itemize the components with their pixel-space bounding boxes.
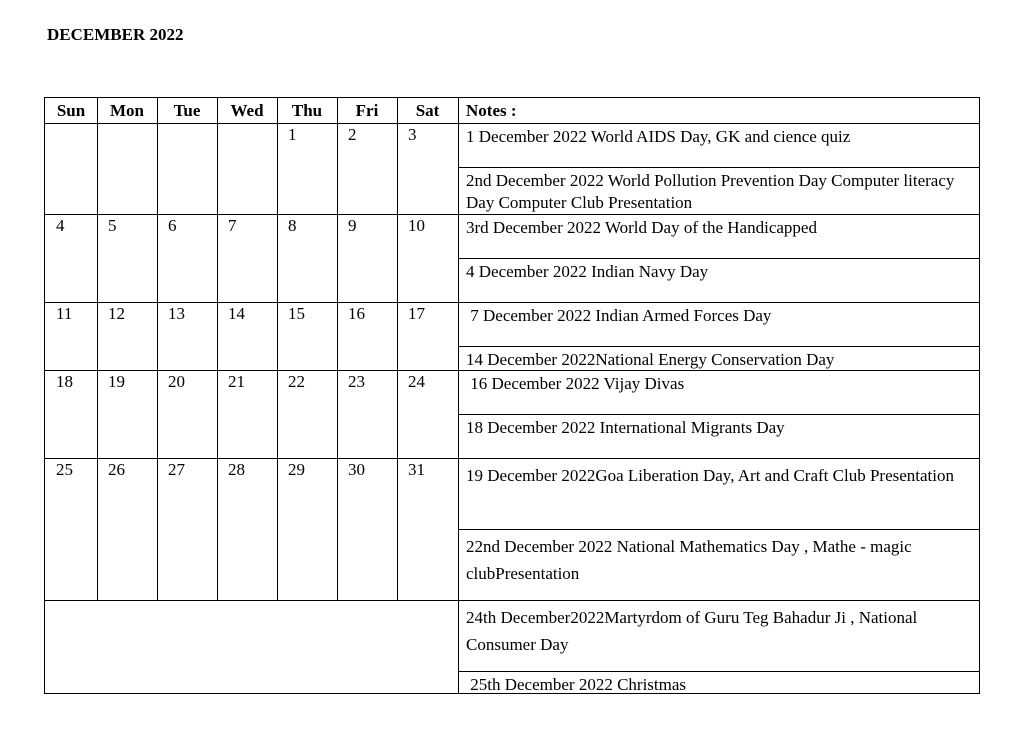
day-cell: 9 [348, 216, 357, 235]
calendar-table [44, 97, 980, 694]
grid-line [45, 302, 458, 303]
day-cell [157, 123, 217, 214]
header-tue: Tue [173, 101, 201, 120]
day-cell: 14 [228, 304, 245, 323]
day-cell: 24 [408, 372, 425, 391]
grid-line [45, 214, 458, 215]
header-sun: Sun [56, 101, 86, 120]
note-item: 16 December 2022 Vijay Divas [466, 374, 685, 393]
grid-line [337, 98, 338, 600]
grid-line [157, 98, 158, 600]
day-cell: 2 [348, 125, 357, 144]
day-cell: 18 [56, 372, 73, 391]
day-cell: 29 [288, 460, 305, 479]
note-item: 25th December 2022 Christmas [466, 675, 687, 694]
day-cell: 6 [168, 216, 177, 235]
day-cell: 20 [168, 372, 185, 391]
day-cell: 13 [168, 304, 185, 323]
grid-line [277, 98, 278, 600]
day-cell: 27 [168, 460, 185, 479]
day-cell: 19 [108, 372, 125, 391]
day-cell: 10 [408, 216, 425, 235]
note-item: 4 December 2022 Indian Navy Day [466, 262, 709, 281]
day-cell: 4 [56, 216, 65, 235]
grid-line [458, 98, 459, 693]
grid-line [45, 458, 458, 459]
day-cell: 28 [228, 460, 245, 479]
day-cell: 26 [108, 460, 125, 479]
day-cell: 7 [228, 216, 237, 235]
day-cell: 1 [288, 125, 297, 144]
day-cell: 12 [108, 304, 125, 323]
grid-line [397, 98, 398, 600]
day-cell [217, 123, 277, 214]
header-mon: Mon [110, 101, 144, 120]
grid-line [458, 414, 980, 415]
header-sat: Sat [415, 101, 440, 120]
note-item: 7 December 2022 Indian Armed Forces Day [466, 306, 772, 325]
day-cell: 15 [288, 304, 305, 323]
grid-line [45, 123, 980, 124]
grid-line [458, 458, 980, 459]
day-cell: 8 [288, 216, 297, 235]
note-item: 3rd December 2022 World Day of the Handicapped [466, 218, 817, 237]
day-cell: 23 [348, 372, 365, 391]
grid-line [458, 167, 980, 168]
header-notes: Notes : [466, 101, 517, 120]
grid-line [97, 98, 98, 600]
day-cell: 21 [228, 372, 245, 391]
header-thu: Thu [291, 101, 323, 120]
grid-line [458, 258, 980, 259]
note-item: 2nd December 2022 World Pollution Prevention Day Computer literacy Day Computer Club Presentation [466, 171, 959, 212]
grid-line [458, 600, 980, 601]
day-cell: 25 [56, 460, 73, 479]
grid-line [45, 600, 458, 601]
grid-line [45, 370, 458, 371]
day-cell: 22 [288, 372, 305, 391]
grid-line [458, 370, 980, 371]
grid-line [458, 302, 980, 303]
note-item: 18 December 2022 International Migrants Day [466, 418, 785, 437]
note-item: 24th December2022Martyrdom of Guru Teg Bahadur Ji , National Consumer Day [466, 608, 922, 654]
day-cell: 16 [348, 304, 365, 323]
note-item: 14 December 2022National Energy Conservation Day [466, 350, 835, 369]
grid-line [217, 98, 218, 600]
day-cell [45, 123, 97, 214]
note-item: 19 December 2022Goa Liberation Day, Art and Craft Club Presentation [466, 466, 954, 485]
day-cell: 30 [348, 460, 365, 479]
grid-line [458, 214, 980, 215]
header-fri: Fri [355, 101, 379, 120]
day-cell: 17 [408, 304, 425, 323]
note-item: 1 December 2022 World AIDS Day, GK and cience quiz [466, 127, 851, 146]
grid-line [458, 529, 980, 530]
grid-line [458, 671, 980, 672]
day-cell: 11 [56, 304, 73, 323]
page-title: DECEMBER 2022 [47, 25, 184, 44]
header-wed: Wed [230, 101, 264, 120]
day-cell: 5 [108, 216, 117, 235]
grid-line [458, 346, 980, 347]
note-item: 22nd December 2022 National Mathematics Day , Mathe - magic clubPresentation [466, 537, 916, 583]
day-cell: 31 [408, 460, 425, 479]
day-cell: 3 [408, 125, 417, 144]
day-cell [97, 123, 157, 214]
